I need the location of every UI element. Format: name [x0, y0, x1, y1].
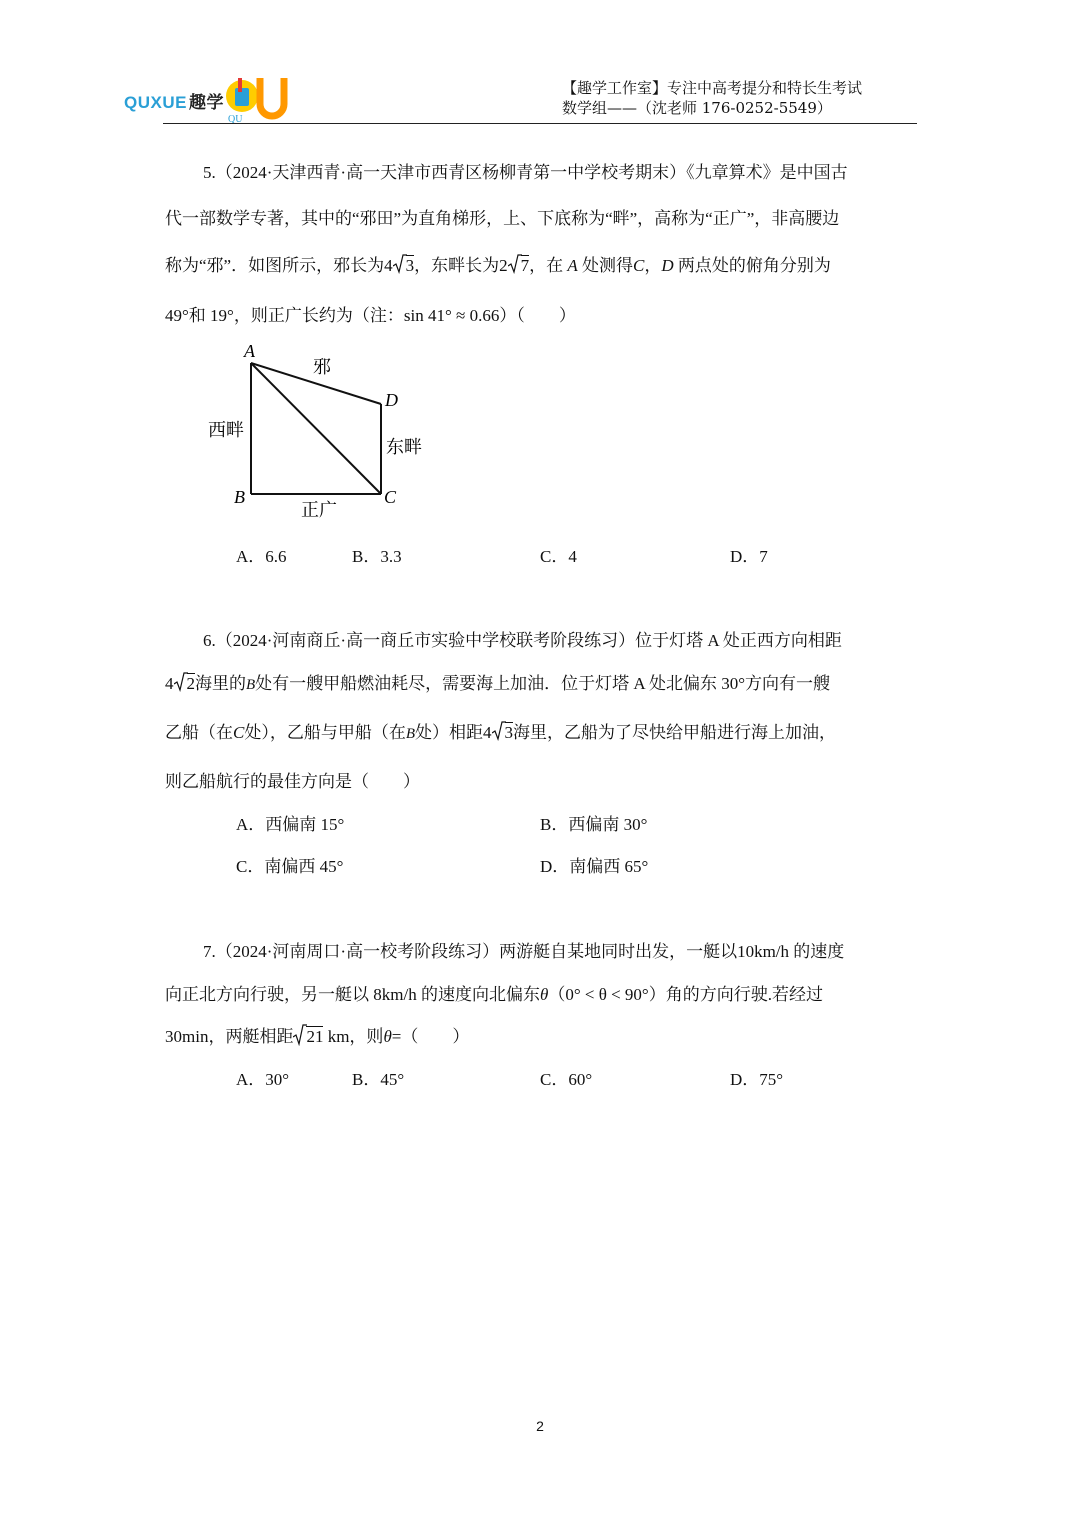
q5-sin-note: sin 41° ≈ 0.66	[403, 306, 500, 325]
q5-line3-text-m: 两点处的俯角分别为	[677, 256, 831, 275]
label-dong-pan: 东畔	[386, 437, 422, 457]
q7-option-c[interactable]: C．60°	[540, 1070, 593, 1089]
q5-line3-text-i: 处测得	[581, 256, 633, 275]
q6-line3-text-h: 海里，乙船为了尽快给甲船进行海上加油，	[513, 723, 837, 742]
q7-option-b[interactable]: B．45°	[352, 1070, 405, 1089]
label-xie: 邪	[313, 357, 331, 377]
q5-line3-text-a: 称为“邪”．如图所示，邪长为	[165, 256, 385, 275]
q5-trapezoid-figure	[195, 335, 455, 525]
label-d: D	[385, 390, 398, 410]
q7-theta: θ	[539, 985, 549, 1004]
radical-icon	[393, 254, 407, 274]
q5-option-a[interactable]: A．6.6	[236, 547, 287, 566]
logo-latin: QUXUE	[124, 93, 187, 112]
q6-line3	[165, 718, 836, 743]
label-c: C	[384, 487, 397, 507]
q6-dist-coef: 4	[165, 674, 174, 693]
q5-dong-coef: 2	[499, 256, 508, 275]
q7-line1: 7.（2024·河南周口·高一校考阶段练习）两游艇自某地同时出发，一艇以10km/h 的速度	[203, 942, 845, 961]
label-a: A	[244, 341, 255, 361]
q5-sqrt3	[393, 254, 415, 276]
q6-point-b-2: B	[405, 726, 416, 742]
q5-line4-text: 49°和 19°，则正广长约为（注：	[165, 306, 404, 325]
q5-radicand-7: 7	[520, 256, 530, 275]
q5-radicand-3: 3	[405, 256, 415, 275]
q6-option-b[interactable]: B．西偏南 30°	[540, 815, 648, 834]
q5-line1: 5.（2024·天津西青·高一天津市西青区杨柳青第一中学校考期末）《九章算术》是中国古	[203, 163, 848, 182]
logo-mark-icon	[224, 70, 288, 124]
q6-line1: 6.（2024·河南商丘·高一商丘市实验中学校联考阶段练习）位于灯塔 A 处正西方向相距	[203, 631, 842, 650]
q6-line4: 则乙船航行的最佳方向是（ ）	[165, 772, 420, 791]
q5-line4-end: ）（ ）	[499, 306, 576, 325]
q6-option-c[interactable]: C．南偏西 45°	[236, 857, 344, 876]
studio-line: 【趣学工作室】专注中高考提分和特长生考试	[562, 79, 863, 97]
logo-mark-text: QU	[228, 114, 243, 124]
q6-radicand-3: 3	[504, 723, 514, 742]
q5-option-d[interactable]: D．7	[730, 547, 768, 566]
q7-line2-text-a: 向正北方向行驶，另一艇以 8km/h 的速度向北偏东	[165, 985, 540, 1004]
q6-line2	[165, 669, 830, 694]
logo-wordmark	[124, 88, 224, 113]
page-number: 2	[536, 1418, 544, 1434]
q5-sqrt7	[508, 254, 530, 276]
q7-line2	[165, 980, 823, 1005]
q7-theta-range: 0° < θ < 90°	[565, 985, 649, 1004]
q5-xie-coef: 4	[384, 256, 393, 275]
q6-sqrt3	[492, 721, 514, 743]
q7-line2-text-e: ）角的方向行驶.若经过	[648, 985, 823, 1004]
q6-line3-text-a: 乙船（在	[165, 723, 233, 742]
q5-point-c: C	[632, 256, 645, 275]
q7-option-a[interactable]: A．30°	[236, 1070, 290, 1089]
q5-line4	[165, 301, 576, 326]
q7-sqrt21	[293, 1024, 323, 1047]
q6-dist2-coef: 4	[483, 723, 492, 742]
q7-option-d[interactable]: D．75°	[730, 1070, 784, 1089]
q6-line3-text-c: 处），乙船与甲船（在	[244, 723, 406, 742]
q6-radicand-2: 2	[186, 674, 195, 693]
radical-icon	[492, 721, 506, 741]
q6-option-d[interactable]: D．南偏西 65°	[540, 857, 649, 876]
q7-line3-text-a: 30min，两艇相距	[165, 1027, 294, 1046]
q5-line3	[165, 251, 831, 276]
q6-option-a[interactable]: A．西偏南 15°	[236, 815, 345, 834]
q7-line3-text-e: =（ ）	[391, 1027, 470, 1046]
q5-comma: ，	[644, 256, 662, 275]
label-zheng-guang: 正广	[301, 500, 337, 520]
q5-line2: 代一部数学专著，其中的“邪田”为直角梯形，上、下底称为“畔”，高称为“正广”，非高腰边	[165, 209, 840, 228]
q5-option-b[interactable]: B．3.3	[352, 547, 402, 566]
q5-line3-text-d: ，东畔长为	[414, 256, 500, 275]
q6-line2-text-e: 处有一艘甲船燃油耗尽，需要海上加油．位于灯塔 A 处北偏东 30°方向有一艘	[255, 674, 831, 693]
q5-line3-text-g: ，在	[529, 256, 564, 275]
q7-theta-2: θ	[383, 1027, 392, 1046]
q6-line3-text-e: 处）相距	[415, 723, 484, 742]
header-divider	[163, 123, 917, 124]
contact-line: 数学组——（沈老师 176-0252-5549）	[562, 99, 832, 117]
q5-point-d: D	[661, 256, 674, 275]
q6-point-b: B	[246, 677, 256, 693]
radical-icon	[508, 254, 522, 274]
q6-line2-text-c: 海里的	[195, 674, 246, 693]
q7-line3	[165, 1022, 469, 1047]
label-b: B	[234, 487, 245, 507]
q5-option-c[interactable]: C．4	[540, 547, 577, 566]
label-xi-pan: 西畔	[208, 420, 244, 440]
header-info	[562, 78, 862, 118]
q7-line3-text-c: km，则	[327, 1027, 384, 1046]
q7-radicand-21: 21	[306, 1027, 324, 1046]
logo-chinese: 趣学	[188, 93, 224, 112]
q6-sqrt2	[174, 672, 196, 694]
radical-icon	[174, 672, 188, 692]
q5-point-a: A	[567, 256, 578, 275]
q6-point-c: C	[233, 723, 245, 742]
q7-paren-open: （	[548, 985, 566, 1004]
